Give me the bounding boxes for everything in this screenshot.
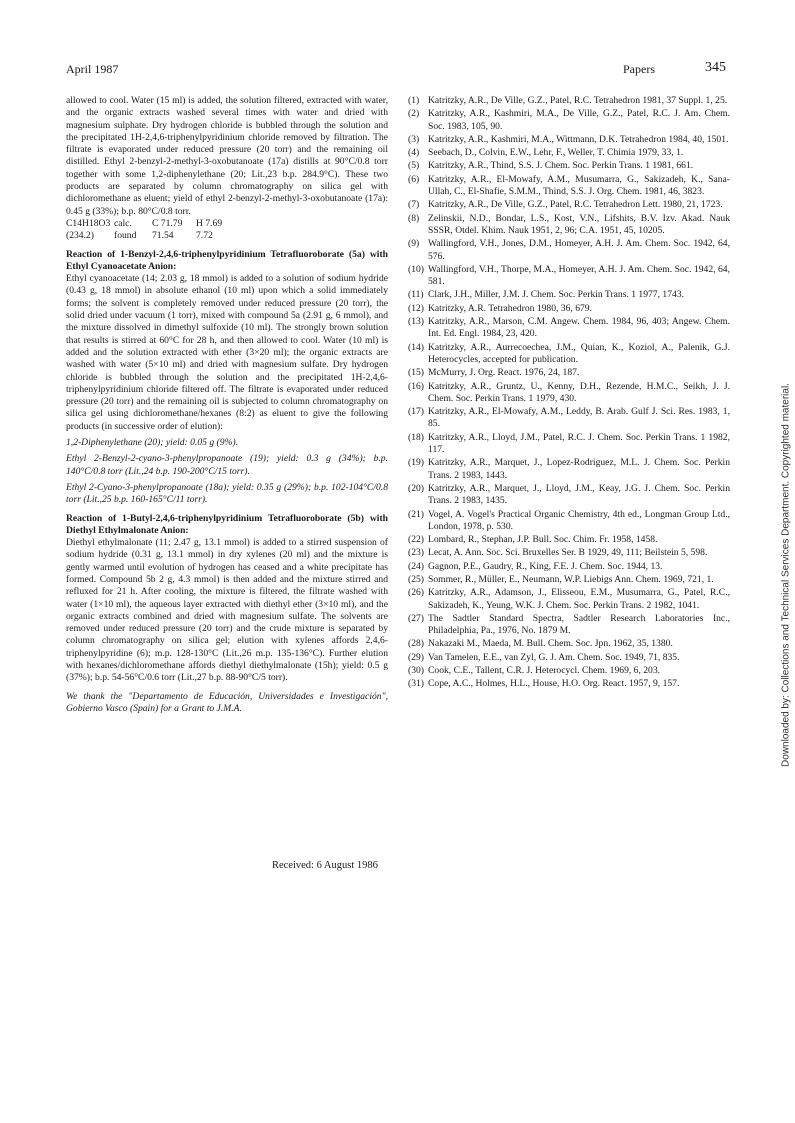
paragraph: Diethyl ethylmalonate (11; 2.47 g, 13.1 mmol) is added to a stirred suspension of sodium hydride (0.31 g, 13.1 mmol) in dry xylenes (20 ml) and the mixture is gently warmed until evolution of hydrogen has ceased and a white precipitate has formed. Compound 5b 2 g, 4.3 mmol) is then added and the mixture stirred and refluxed for 21 h. After cooling, the mixture is filtered, the filtrate washed with water (1×10 ml), the aqueous layer extracted with diethyl ether (3×10 ml), and the organic extracts combined and dried with magnesium sulfate. The solvents are removed under reduced pressure (20 torr) and the crude mixture is separated by column chromatography on silica gel; elution with xylenes affords 2,4,6-triphenylpyridine (6); m.p. 128-130°C (Lit.,26 m.p. 135-136°C). Further elution with hexanes/dichloromethane affords diethyl diethylmalonate (15h); yield: 0.5 g (37%); b.p. 54-56°C/0.6 torr (Lit.,27 b.p. 88-90°C/5 torr). (66, 537, 388, 684)
found-label: found (114, 230, 137, 242)
reference-number: (11) (408, 289, 424, 301)
reference-item (408, 587, 730, 612)
found-h: 7.72 (196, 230, 213, 242)
reference-text: Wallingford, V.H., Thorpe, M.A., Homeyer, A.H. J. Am. Chem. Soc. 1942, 64, 581. (428, 263, 730, 288)
reference-number: (24) (408, 560, 424, 572)
reference-item (408, 561, 730, 573)
running-header-date: April 1987 (66, 62, 119, 76)
reference-number: (4) (408, 147, 420, 159)
reference-item (408, 534, 730, 546)
reference-text: Cope, A.C., Holmes, H.L., House, H.O. Org. React. 1957, 9, 157. (428, 678, 680, 690)
reference-text: Katritzky, A.R., De Ville, G.Z., Patel, R.C. Tetrahedron Lett. 1980, 21, 1723. (428, 199, 723, 211)
reference-item (408, 509, 730, 534)
calc-h: H 7.69 (196, 217, 223, 229)
product-line: Ethyl 2-Benzyl-2-cyano-3-phenylpropanoate (19); yield: 0.3 g (34%); b.p. 140°C/0.8 torr (Lit.,24 b.p. 190-200°C/15 torr). (66, 453, 388, 477)
reference-number: (1) (408, 95, 420, 106)
reference-item (408, 108, 730, 133)
calc-c: C 71.79 (152, 217, 183, 229)
reference-text: Seebach, D., Colvin, E.W., Lehr, F., Weller, T. Chimia 1979, 33, 1. (428, 147, 684, 159)
paragraph: Ethyl cyanoacetate (14; 2.03 g, 18 mmol) is added to a solution of sodium hydride (0.43 g, 18 mmol) in absolute ethanol (10 ml) upon which a solid immediately forms; the solvent is completely removed under reduced pressure (20 torr), the solid dried under vacuum (1 torr), mixed with compound 5a (2.91 g, 6 mmol), and the mixture dissolved in dimethyl sulfoxide (10 ml). The strongly brown solution that results is stirred at 60°C for 28 h, and then allowed to cool. Water (10 ml) is added and the solution extracted with ether (3×20 ml); the organic extracts are washed with water (5×10 ml) and dried with magnesium sulfate. Dry hydrogen chloride is bubbled through the solution and the precipitated 1H-2,4,6-triphenylpyridinium chloride filtered off. The filtrate is evaporated under reduced pressure (20 torr) and the remaining oil is subjected to column chromatography on silica gel using dichloromethane/hexanes (8:2) as eluent to give the following products (in successive order of elution): (66, 273, 388, 432)
found-c: 71.54 (152, 230, 174, 242)
reference-text: Van Tamelen, E.E., van Zyl, G. J. Am. Chem. Soc. 1949, 71, 835. (428, 651, 680, 663)
reference-number: (21) (408, 508, 424, 520)
reference-item (408, 147, 730, 159)
reference-text: McMurry, J. Org. React. 1976, 24, 187. (428, 367, 580, 379)
reference-text: Katritzky, A.R., Marquet, J., Lloyd, J.M., Keay, J.G. J. Chem. Soc. Perkin Trans. 2 1983, 1435. (428, 482, 730, 507)
reference-number: (7) (408, 199, 420, 211)
reference-text: Katritzky, A.R., El-Mowafy, A.M., Leddy, B. Arab. Gulf J. Sci. Res. 1983, 1, 85. (428, 406, 730, 430)
acknowledgement: We thank the "Departamento de Educación, Universidades e Investigación", Gobierno Vasco (Spain) for a Grant to J.M.A. (66, 690, 388, 714)
download-watermark: Downloaded by: Collections and Technical Services Department. Copyrighted material. (780, 383, 792, 767)
molecular-weight: (234.2) (66, 230, 94, 242)
reference-number: (28) (408, 638, 424, 650)
page-number: 345 (705, 60, 726, 75)
reference-item (408, 199, 730, 211)
reference-number: (6) (408, 173, 420, 185)
reference-item (408, 367, 730, 379)
reference-number: (18) (408, 431, 424, 443)
reference-list (408, 95, 730, 691)
reference-item (408, 160, 730, 172)
reference-text: Katritzky, A.R., De Ville, G.Z., Patel, R.C. Tetrahedron 1981, 37 Suppl. 1, 25. (428, 95, 728, 106)
reference-item (408, 678, 730, 690)
reference-item (408, 381, 730, 406)
reference-text: Katritzky, A.R., El-Mowafy, A.M., Musumarra, G., Sakizadeh, K., Sana-Ullah, C., El-Shafie, S.M.M., Thind, S.S. J. Org. Chem. 1981, 46, 3823. (428, 173, 730, 198)
reference-number: (16) (408, 380, 424, 392)
reference-item (408, 303, 730, 315)
product-line: Ethyl 2-Cyano-3-phenylpropanoate (18a); yield: 0.35 g (29%); b.p. 102-104°C/0.8 torr (Lit.,25 b.p. 160-165°C/11 torr). (66, 481, 388, 506)
reference-number: (30) (408, 665, 424, 677)
reference-number: (5) (408, 160, 420, 172)
reference-text: Gagnon, P.E., Gaudry, R., King, F.E. J. Chem. Soc. 1944, 13. (428, 560, 663, 572)
reference-item (408, 238, 730, 263)
reference-number: (26) (408, 587, 424, 599)
elemental-analysis (66, 218, 388, 243)
reference-item (408, 95, 730, 107)
reference-text: Wallingford, V.H., Jones, D.M., Homeyer, A.H. J. Am. Chem. Soc. 1942, 64, 576. (428, 238, 730, 262)
reference-text: Clark, J.H., Miller, J.M. J. Chem. Soc. Perkin Trans. 1 1977, 1743. (428, 289, 684, 301)
reference-text: Lecat, A. Ann. Soc. Sci. Bruxelles Ser. B 1929, 49, 111; Beilstein 5, 598. (428, 547, 708, 559)
reference-item (408, 406, 730, 431)
reference-number: (13) (408, 316, 424, 328)
reference-text: Katritzky, A.R., Marquet, J., Lopez-Rodriguez, M.L. J. Chem. Soc. Perkin Trans. 2 1983, 1443. (428, 457, 730, 481)
reference-number: (14) (408, 341, 424, 353)
reference-item (408, 289, 730, 301)
reference-text: Katritzky, A.R., Thind, S.S. J. Chem. Soc. Perkin Trans. 1 1981, 661. (428, 160, 694, 172)
reference-text: The Sadtler Standard Spectra, Sadtler Research Laboratories Inc., Philadelphia, Pa., 1976, No. 1879 M. (428, 612, 730, 637)
reference-number: (3) (408, 133, 420, 145)
reference-item (408, 483, 730, 508)
reference-text: Vogel, A. Vogel's Practical Organic Chemistry, 4th ed., Longman Group Ltd., London, 1978, p. 530. (428, 508, 730, 532)
reference-item (408, 432, 730, 457)
references-column (408, 95, 730, 692)
reference-item (408, 213, 730, 238)
reference-text: Lombard, R., Stephan, J.P. Bull. Soc. Chim. Fr. 1958, 1458. (428, 534, 658, 546)
reference-number: (25) (408, 573, 424, 585)
reference-item (408, 174, 730, 199)
reference-number: (22) (408, 534, 424, 546)
reference-number: (20) (408, 482, 424, 494)
reference-text: Nakazaki M., Maeda, M. Bull. Chem. Soc. Jpn. 1962, 35, 1380. (428, 638, 673, 650)
reference-number: (15) (408, 367, 424, 379)
reference-number: (8) (408, 212, 420, 224)
reference-number: (19) (408, 457, 424, 469)
reference-text: Katritzky, A.R., Aurrecoechea, J.M., Quian, K., Koziol, A., Palenik, G.J. Heterocycles, accepted for publication. (428, 341, 730, 365)
reference-number: (17) (408, 406, 424, 418)
reference-number: (23) (408, 547, 424, 559)
reference-number: (27) (408, 612, 424, 624)
calc-label: calc. (114, 217, 132, 229)
reference-item (408, 134, 730, 146)
reference-text: Katritzky, A.R., Gruntz, U., Kenny, D.H., Rezende, H.M.C., Seikh, J. J. Chem. Soc. Perkin Trans. 1 1979, 430. (428, 380, 730, 404)
reference-text: Sommer, R., Müller, E., Neumann, W.P. Liebigs Ann. Chem. 1969, 721, 1. (428, 573, 714, 585)
reference-item (408, 613, 730, 638)
reference-text: Zelinskii, N.D., Bondar, L.S., Kost, V.N., Lifshits, B.V. Izv. Akad. Nauk SSSR, Otdel. Khim. Nauk 1951, 2, 96; C.A. 1951, 45, 10205. (428, 212, 730, 236)
reference-number: (31) (408, 678, 424, 690)
running-header-section: Papers (623, 62, 655, 76)
reference-number: (10) (408, 263, 424, 275)
section-heading: Reaction of 1-Butyl-2,4,6-triphenylpyridinium Tetrafluoroborate (5b) with Diethyl Ethylmalonate Anion: (66, 512, 388, 536)
reference-text: Katritzky, A.R. Tetrahedron 1980, 36, 679. (428, 302, 592, 314)
reference-item (408, 264, 730, 289)
reference-text: Katritzky, A.R., Adamson, J., Elisseou, E.M., Musumarra, G., Patel, R.C., Sakizadeh, K., Yeung, W.K. J. Chem. Soc. Perkin Trans. 2 1982, 1041. (428, 587, 730, 611)
reference-number: (29) (408, 651, 424, 663)
received-date: Received: 6 August 1986 (272, 860, 378, 871)
reference-item (408, 574, 730, 586)
reference-item (408, 316, 730, 341)
left-column (66, 95, 388, 715)
reference-item (408, 638, 730, 650)
reference-text: Katritzky, A.R., Lloyd, J.M., Patel, R.C. J. Chem. Soc. Perkin Trans. 1 1982, 117. (428, 431, 730, 456)
paragraph: allowed to cool. Water (15 ml) is added, the solution filtered, extracted with water, and the organic extracts washed several times with water and dried with magnesium sulphate. Dry hydrogen chloride is bubbled through the solution and the precipitated 1H-2,4,6-triphenylpyridinium chloride removed by filtration. The filtrate is evaporated under reduced pressure (20 torr) and the remaining oil distilled. Ethyl 2-benzyl-2-methyl-3-oxobutanoate (17a) distills at 90°C/0.8 torr together with some 1,2-diphenylethane (20; Lit.,23 b.p. 284.9°C). These two products are separated by column chromatography on silica gel with dichloromethane as eluent; yield of ethyl 2-benzyl-2-methyl-3-oxobutanoate (17a): 0.45 g (33%); b.p. 80°C/0.8 torr. (66, 95, 388, 217)
reference-item (408, 652, 730, 664)
reference-text: Cook, C.E., Tallent, C.R. J. Heterocycl. Chem. 1969, 6, 203. (428, 665, 661, 677)
reference-text: Katritzky, A.R., Kashmiri, M.A., De Ville, G.Z., Patel, R.C. J. Am. Chem. Soc. 1983, 105, 90. (428, 108, 730, 132)
reference-text: Katritzky, A.R., Kashmiri, M.A., Wittmann, D.K. Tetrahedron 1984, 40, 1501. (428, 133, 729, 145)
reference-number: (12) (408, 302, 424, 314)
product-line: 1,2-Diphenylethane (20); yield: 0.05 g (9%). (66, 437, 239, 449)
reference-item (408, 547, 730, 559)
reference-text: Katritzky, A.R., Marson, C.M. Angew. Chem. 1984, 96, 403; Angew. Chem. Int. Ed. Engl. 1984, 23, 420. (428, 316, 730, 340)
reference-number: (2) (408, 108, 420, 120)
reference-number: (9) (408, 238, 420, 250)
reference-item (408, 457, 730, 482)
section-heading: Reaction of 1-Benzyl-2,4,6-triphenylpyridinium Tetrafluoroborate (5a) with Ethyl Cyanoacetate Anion: (66, 248, 388, 272)
formula: C14H18O3 (66, 217, 111, 229)
reference-item (408, 665, 730, 677)
reference-item (408, 342, 730, 367)
